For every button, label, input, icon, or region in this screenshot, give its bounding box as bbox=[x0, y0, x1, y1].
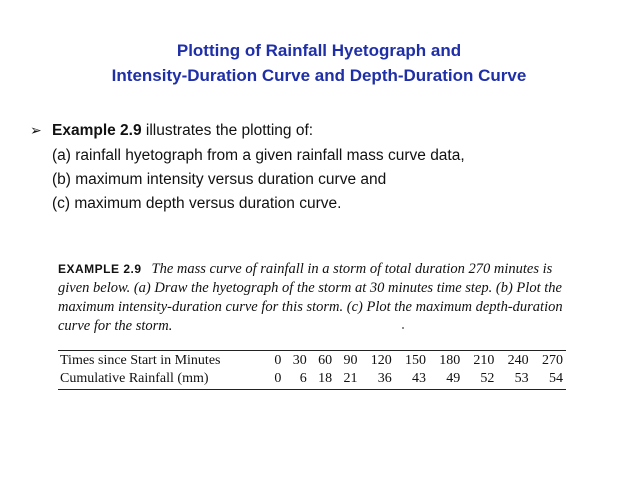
list-item: (c) maximum depth versus duration curve. bbox=[52, 195, 342, 212]
table-cell: 120 bbox=[370, 353, 392, 368]
table-cell: 270 bbox=[542, 353, 563, 368]
table-cell: 49 bbox=[446, 371, 461, 386]
bullet-text: illustrates the plotting of: bbox=[141, 122, 314, 139]
table-cell: 18 bbox=[318, 371, 333, 386]
row-label: Times since Start in Minutes bbox=[60, 353, 221, 368]
list-item: (b) maximum intensity versus duration curve and bbox=[52, 171, 387, 188]
table-cell: 0 bbox=[274, 353, 282, 368]
table-cell: 210 bbox=[473, 353, 495, 368]
example-paragraph bbox=[58, 260, 566, 336]
list-item: (a) rainfall hyetograph from a given rainfall mass curve data, bbox=[52, 147, 465, 164]
bullet-point bbox=[30, 118, 313, 143]
table-row bbox=[58, 351, 566, 371]
table-row bbox=[58, 370, 566, 390]
scanned-example bbox=[58, 260, 566, 390]
title-line-2: Intensity-Duration Curve and Depth-Duration Curve bbox=[111, 66, 527, 85]
arrow-bullet-icon: ➢ bbox=[30, 122, 42, 138]
example-label: EXAMPLE 2.9 bbox=[58, 262, 142, 276]
example-text: The mass curve of rainfall in a storm of total duration 270 minutes is given below. (a) Draw the hyetograph of the storm at 30 minutes time step. (b) Plot the maximum intensity-duration curve for this storm. (c) Plot the maximum depth-duration curve for the storm. bbox=[58, 261, 563, 334]
item-list bbox=[52, 144, 465, 216]
table-cell: 150 bbox=[404, 353, 426, 368]
title-line-1: Plotting of Rainfall Hyetograph and bbox=[176, 41, 462, 60]
table-cell: 54 bbox=[549, 371, 563, 386]
table-cell: 21 bbox=[343, 371, 358, 386]
table-cell: 30 bbox=[292, 353, 307, 368]
table-cell: 60 bbox=[318, 353, 333, 368]
table-cell: 43 bbox=[411, 371, 426, 386]
row-label: Cumulative Rainfall (mm) bbox=[60, 371, 209, 386]
example-reference: Example 2.9 bbox=[52, 122, 142, 139]
table-cell: 6 bbox=[299, 371, 307, 386]
table-cell: 36 bbox=[377, 371, 392, 386]
table-cell: 240 bbox=[507, 353, 529, 368]
table-cell: 180 bbox=[439, 353, 461, 368]
slide-title bbox=[0, 38, 638, 88]
table-cell: 53 bbox=[514, 371, 529, 386]
rainfall-table bbox=[58, 350, 566, 390]
table-cell: 90 bbox=[343, 353, 358, 368]
table-cell: 0 bbox=[274, 371, 282, 386]
table-cell: 52 bbox=[480, 371, 495, 386]
scan-speck bbox=[402, 327, 404, 329]
